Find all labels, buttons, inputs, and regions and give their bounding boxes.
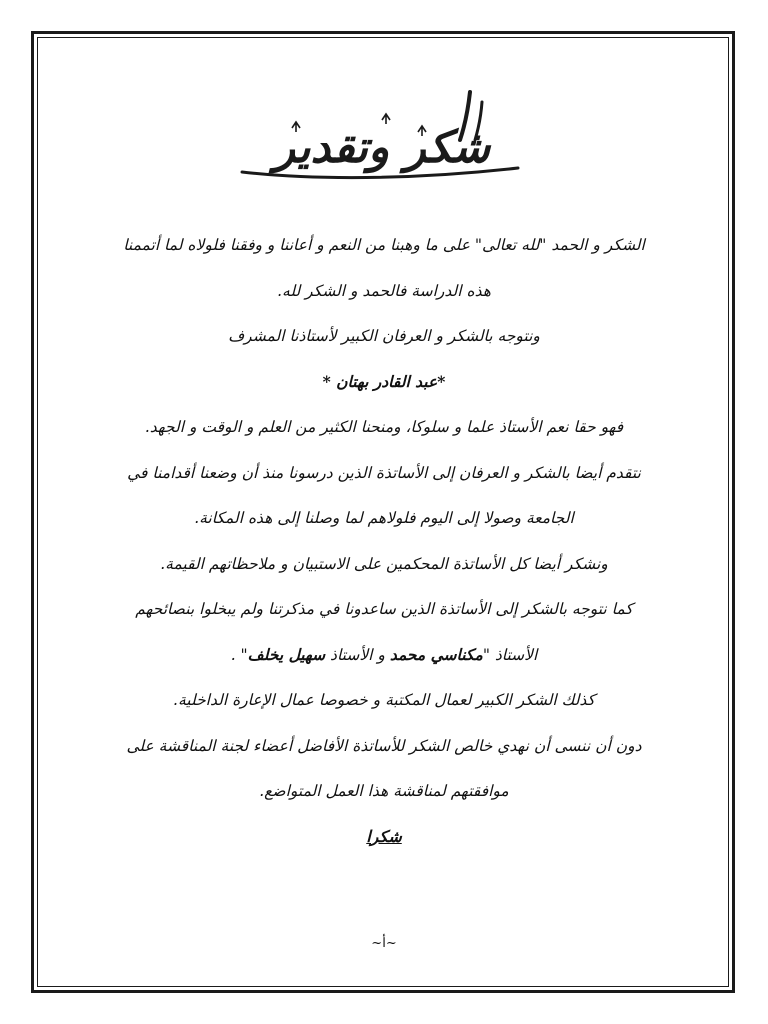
body-line-10 — [80, 636, 688, 682]
body-line-1: الشكر و الحمد "لله تعالى" على ما وهبنا من النعم و أعاننا و وفقنا فلولاه لما أتممنا — [123, 236, 645, 254]
body-line-6: نتقدم أيضا بالشكر و العرفان إلى الأساتذة الذين درسونا منذ أن وضعنا أقدامنا في — [127, 463, 641, 482]
calligraphy-title: شكر وتقدير — [273, 122, 491, 173]
body-line-3: ونتوجه بالشكر و العرفان الكبير لأستاذنا المشرف — [228, 327, 540, 345]
professor-name-1: مكناسي محمد — [389, 644, 483, 664]
line10-prefix: الأستاذ " — [482, 645, 538, 664]
body-line-8: ونشكر أيضا كل الأساتذة المحكمين على الاستبيان و ملاحظاتهم القيمة. — [160, 554, 608, 573]
calligraphy-logo — [232, 80, 532, 192]
body-line-13: موافقتهم لمناقشة هذا العمل المتواضع. — [259, 782, 509, 800]
calligraphy-artwork — [232, 80, 532, 192]
supervisor-name: *عبد القادر بهتان * — [322, 371, 446, 391]
acknowledgment-body — [80, 226, 688, 863]
professor-name-2: سهيل يخلف — [247, 644, 326, 664]
body-line-12: دون أن ننسى أن نهدي خالص الشكر للأساتذة الأفاضل أعضاء لجنة المناقشة على — [126, 736, 642, 755]
page-number: ~أ~ — [371, 936, 397, 951]
closing-thanks: شكرا — [366, 826, 402, 846]
line10-middle: و الأستاذ — [325, 645, 390, 664]
body-line-11: كذلك الشكر الكبير لعمال المكتبة و خصوصا عمال الإعارة الداخلية. — [173, 691, 595, 709]
line10-suffix: " . — [230, 645, 248, 664]
body-line-7: الجامعة وصولا إلى اليوم فلولاهم لما وصلنا إلى هذه المكانة. — [194, 509, 574, 527]
body-line-5: فهو حقا نعم الأستاذ علما و سلوكا، ومنحنا الكثير من العلم و الوقت و الجهد. — [144, 418, 624, 436]
body-line-9: كما نتوجه بالشكر إلى الأساتذة الذين ساعدونا في مذكرتنا ولم يبخلوا بنصائحهم — [135, 600, 633, 618]
body-line-2: هذه الدراسة فالحمد و الشكر لله. — [277, 281, 491, 300]
